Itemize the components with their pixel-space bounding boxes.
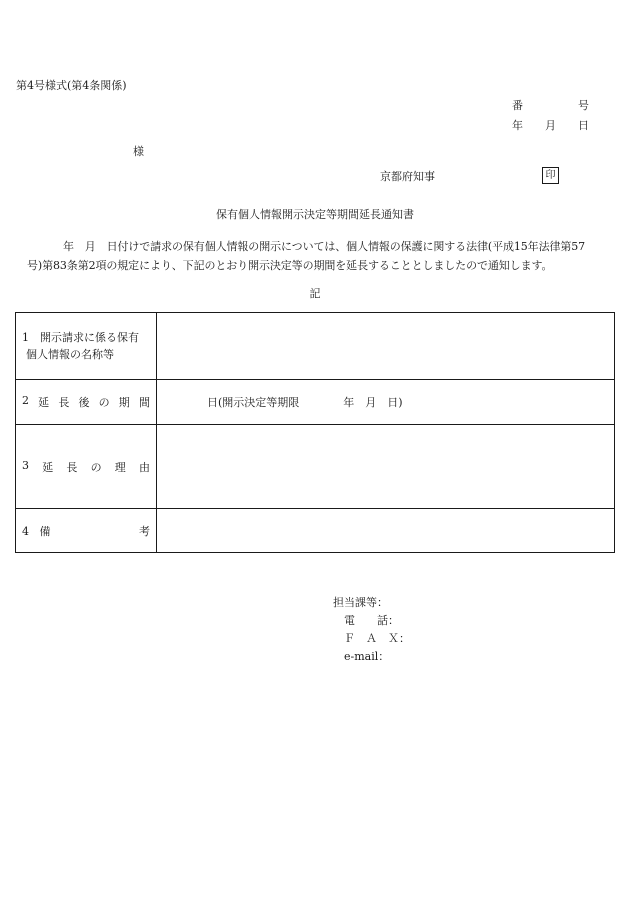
row3-label-char: の <box>90 460 102 474</box>
row2-label-char: 後 <box>78 396 90 409</box>
row3-label-char: 理 <box>114 460 126 474</box>
row4-label-bi: 備 <box>39 524 51 538</box>
row3-value-cell[interactable] <box>157 425 615 509</box>
row2-value-cell[interactable]: 日(開示決定等期限 年 月 日) <box>157 380 615 425</box>
date-month-label: 月 <box>545 119 556 132</box>
contact-dept: 担当課等： <box>333 596 388 609</box>
row2-label-spread <box>22 394 156 410</box>
row1-value-cell[interactable] <box>157 313 615 380</box>
row2-label <box>16 380 157 425</box>
details-table <box>15 312 615 553</box>
row2-label-char: の <box>98 396 110 409</box>
seal-stamp: 印 <box>542 167 559 184</box>
issuer-name: 京都府知事 <box>380 170 435 183</box>
table-row <box>16 425 615 509</box>
addressee-suffix: 様 <box>133 145 144 158</box>
row3-label-spread <box>22 459 156 475</box>
row4-label-num: 4 <box>22 524 29 538</box>
date-year-label: 年 <box>512 119 523 132</box>
number-go-label: 号 <box>578 99 589 112</box>
row2-label-char: 2 <box>22 394 29 407</box>
row2-label-char: 長 <box>58 396 70 409</box>
body-line-1-text: 年 月 日付けで請求の保有個人情報の開示については、個人情報の保護に関する法律(平成15年法律第57 <box>63 240 586 253</box>
row1-label <box>16 313 157 380</box>
table-row <box>16 509 615 553</box>
table-row <box>16 380 615 425</box>
row2-label-char: 期 <box>118 396 130 409</box>
row3-label-char: 由 <box>138 460 150 474</box>
document-title: 保有個人情報開示決定等期間延長通知書 <box>216 208 414 221</box>
row3-label <box>16 425 157 509</box>
row3-label-char: 長 <box>66 460 78 474</box>
row2-label-char: 延 <box>38 396 50 409</box>
row4-label-spread <box>22 523 156 539</box>
contact-fax: Ｆ Ａ Ｘ： <box>333 632 410 645</box>
row3-label-char: 延 <box>42 460 54 474</box>
table-row <box>16 313 615 380</box>
contact-email: e-mail： <box>333 650 390 663</box>
row3-label-char: 3 <box>22 458 29 472</box>
row1-label-line2: 個人情報の名称等 <box>26 348 114 361</box>
body-line-1 <box>27 237 617 256</box>
date-day-label: 日 <box>578 119 589 132</box>
row4-label-char: 考 <box>139 524 150 538</box>
body-paragraph <box>27 237 617 275</box>
row4-label-char <box>22 523 51 539</box>
number-ban-label: 番 <box>512 99 523 112</box>
row2-label-char: 間 <box>138 396 150 409</box>
row4-value-cell[interactable] <box>157 509 615 553</box>
row1-label-line1: 1 開示請求に係る保有 <box>22 331 139 344</box>
row4-label <box>16 509 157 553</box>
body-line-2: 号)第83条第2項の規定により、下記のとおり開示決定等の期間を延長することとしましたので通知します。 <box>27 259 553 272</box>
form-number-label: 第4号様式(第4条関係) <box>16 79 127 92</box>
ki-heading: 記 <box>309 287 321 300</box>
contact-phone: 電 話： <box>333 614 399 627</box>
